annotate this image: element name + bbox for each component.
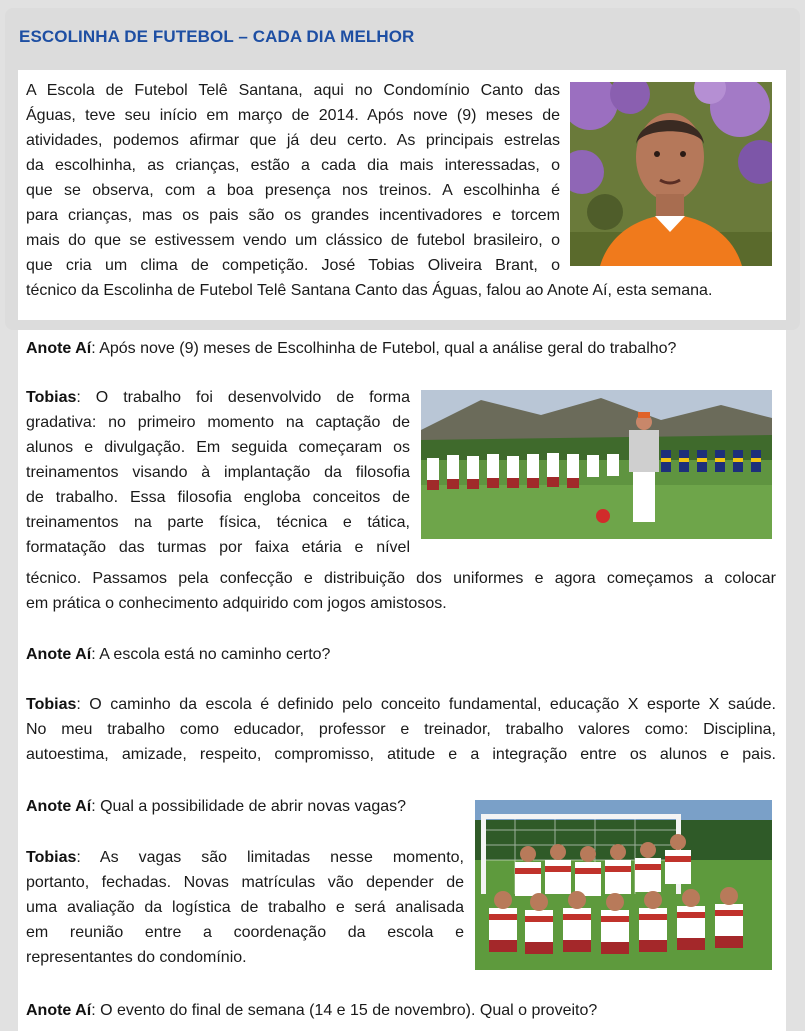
- answer-text: : O trabalho foi desenvolvido de forma: [76, 389, 410, 406]
- team-group-photo: [475, 800, 772, 970]
- answer-line: uma avaliação da logística de trabalho e será analisada: [26, 899, 464, 916]
- speaker-label: Tobias: [26, 696, 77, 713]
- answer-line: gradativa: no primeiro momento na captação de: [26, 414, 410, 431]
- left-margin: [0, 330, 18, 1031]
- speaker-label: Anote Aí: [26, 340, 92, 357]
- answer-line: [26, 845, 464, 870]
- answer-line: autoestima, amizade, respeito, compromisso, atitude e a integração entre os alunos e pais.: [26, 746, 776, 763]
- answer-line: portanto, fechadas. Novas matrículas vão depender de: [26, 874, 464, 891]
- answer-line: em reunião entre a coordenação da escola e: [26, 924, 464, 941]
- right-margin: [787, 330, 805, 1031]
- intro-line: que cria um clima de competição. José Tobias Oliveira Brant, o: [26, 257, 560, 274]
- answer-text: : As vagas são limitadas nesse momento,: [76, 849, 464, 866]
- coach-portrait-photo: [570, 82, 772, 266]
- intro-line: técnico da Escolinha de Futebol Telê Santana Canto das Águas, falou ao Anote Aí, esta semana.: [26, 282, 713, 299]
- answer-line: [26, 385, 410, 410]
- answer-line: em prática o conhecimento adquirido com jogos amistosos.: [26, 595, 447, 612]
- speaker-label: Tobias: [26, 849, 77, 866]
- answer-line: representantes do condomínio.: [26, 949, 247, 966]
- intro-line: da escolhinha, as crianças, estão a cada dia mais interessadas, o: [26, 157, 560, 174]
- answer-line: treinamentos na parte física, técnica e tática,: [26, 514, 410, 531]
- intro-line: mais do que se estivessem vendo um clássico de futebol brasileiro, o: [26, 232, 560, 249]
- article-title: ESCOLINHA DE FUTEBOL – CADA DIA MELHOR: [19, 27, 415, 46]
- answer-line: No meu trabalho como educador, professor e treinador, trabalho valores como: Disciplina,: [26, 721, 776, 738]
- answer-line: [26, 692, 776, 717]
- answer-text: : O caminho da escola é definido pelo conceito fundamental, educação X esporte X saúde.: [76, 696, 776, 713]
- question-text: : Após nove (9) meses de Escolhinha de Futebol, qual a análise geral do trabalho?: [91, 340, 677, 357]
- question-text: : O evento do final de semana (14 e 15 de novembro). Qual o proveito?: [91, 1002, 598, 1019]
- question-1: [26, 336, 786, 361]
- speaker-label: Anote Aí: [26, 798, 92, 815]
- speaker-label: Anote Aí: [26, 1002, 92, 1019]
- answer-line: alunos e divulgação. Em seguida começaram os: [26, 439, 410, 456]
- speaker-label: Anote Aí: [26, 646, 92, 663]
- intro-line: A Escola de Futebol Telê Santana, aqui no Condomínio Canto das: [26, 82, 560, 99]
- question-text: : Qual a possibilidade de abrir novas vagas?: [91, 798, 407, 815]
- question-2: [26, 642, 786, 667]
- answer-line: de trabalho. Essa filosofia engloba conceitos de: [26, 489, 410, 506]
- intro-line: atividades, podemos afirmar que já deu certo. As principais estrelas: [26, 132, 560, 149]
- answer-line: técnico. Passamos pela confecção e distribuição dos uniformes e agora começamos a colocar: [26, 570, 776, 587]
- answer-line: treinamentos visando à implantação da filosofia: [26, 464, 410, 481]
- intro-line: que se observa, com a boa presença nos treinos. A escolhinha é: [26, 182, 560, 199]
- question-text: : A escola está no caminho certo?: [91, 646, 331, 663]
- training-group-photo: [421, 390, 772, 539]
- intro-line: Águas, teve seu início em março de 2014. Após nove (9) meses de: [26, 107, 560, 124]
- question-4: [26, 998, 786, 1023]
- answer-line: formatação das turmas por faixa etária e nível: [26, 539, 410, 556]
- speaker-label: Tobias: [26, 389, 77, 406]
- question-3: [26, 794, 466, 819]
- intro-line: para crianças, mas os pais são os grandes incentivadores e torcem: [26, 207, 560, 224]
